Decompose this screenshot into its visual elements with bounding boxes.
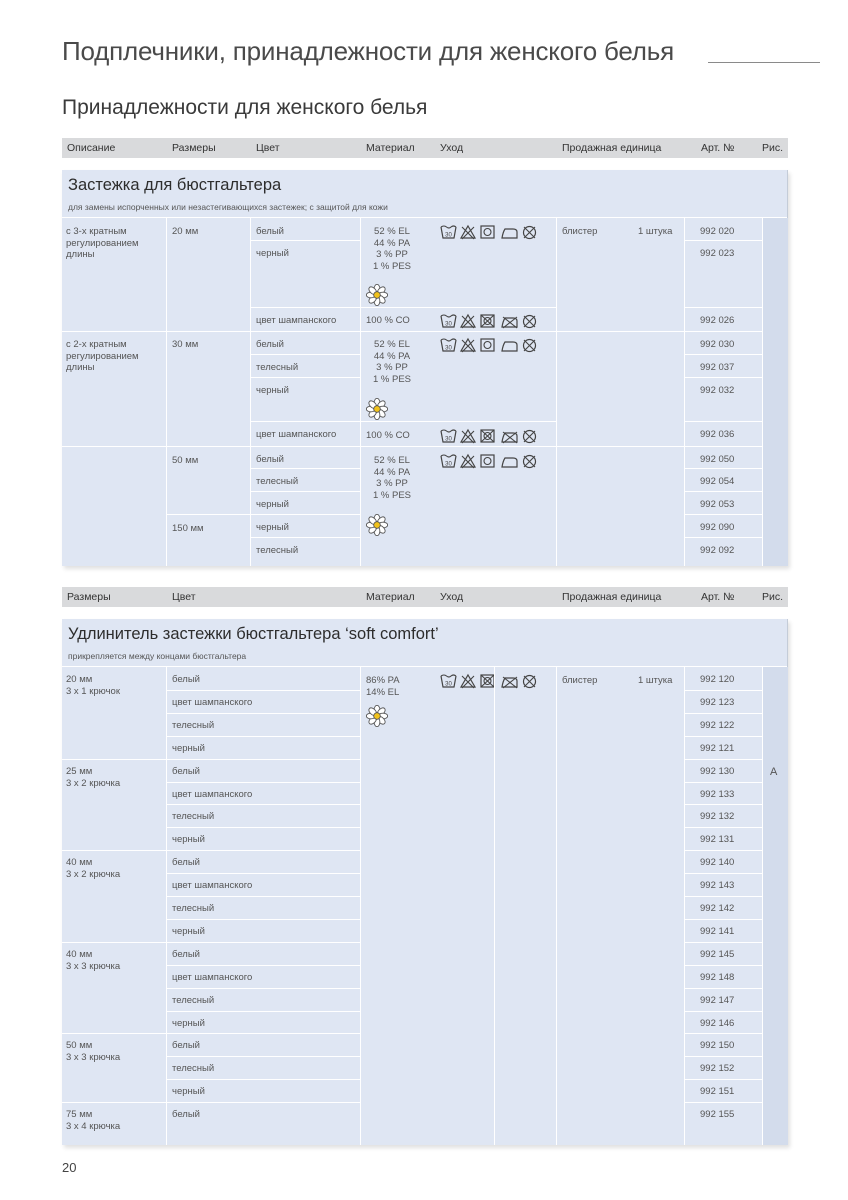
color-cell: телесный — [256, 476, 299, 487]
row-divider — [166, 1033, 360, 1034]
color-cell: белый — [172, 1040, 200, 1051]
color-cell: телесный — [172, 903, 215, 914]
row-divider — [250, 514, 360, 515]
col-care: Уход — [440, 591, 464, 603]
art-number: 992 123 — [700, 697, 735, 708]
row-divider — [684, 1079, 762, 1080]
size-group — [66, 1109, 120, 1132]
size-group — [66, 857, 120, 880]
mat-line: 1 % PES — [372, 489, 412, 501]
color-cell: телесный — [172, 995, 215, 1006]
row-divider — [684, 759, 762, 760]
care-symbols — [440, 453, 540, 469]
desc-line: регулированием — [66, 237, 139, 249]
tumble-dry-icon — [481, 339, 494, 351]
panel-header — [62, 619, 787, 667]
no-dry-clean-icon — [524, 676, 536, 688]
color-cell: телесный — [172, 1063, 215, 1074]
svg-text:30: 30 — [445, 461, 452, 468]
row-divider — [684, 491, 762, 492]
material-blend — [366, 339, 418, 385]
color-cell: белый — [172, 857, 200, 868]
row-divider — [250, 240, 360, 241]
no-iron-icon — [502, 432, 517, 443]
mat-line: 14% EL — [366, 686, 400, 698]
fig-column — [762, 218, 788, 566]
color-cell: белый — [256, 226, 284, 237]
tumble-dry-icon — [481, 455, 494, 467]
row-divider — [166, 988, 360, 989]
column-header-2 — [62, 587, 788, 607]
group-divider — [62, 1102, 166, 1103]
no-tumble-dry-icon — [481, 315, 494, 327]
material-blend — [366, 455, 418, 501]
color-cell: телесный — [256, 545, 299, 556]
no-dry-clean-icon — [524, 340, 536, 352]
svg-text:30: 30 — [445, 232, 452, 239]
art-number: 992 036 — [700, 429, 735, 440]
color-cell: цвет шампанского — [172, 789, 253, 800]
group-divider — [62, 942, 166, 943]
column-header-1 — [62, 138, 788, 158]
row-divider — [166, 713, 360, 714]
fig-label: A — [770, 766, 778, 778]
no-tumble-dry-icon — [481, 430, 494, 442]
desc-line: регулированием — [66, 350, 139, 362]
size-label: 40 мм — [66, 949, 93, 960]
art-number: 992 032 — [700, 385, 735, 396]
row-divider — [684, 1056, 762, 1057]
col-color: Цвет — [172, 591, 196, 603]
svg-text:30: 30 — [445, 321, 452, 328]
hooks-label: 3 x 2 крючка — [66, 868, 121, 880]
row-divider — [166, 850, 360, 851]
care-symbols — [440, 313, 540, 329]
art-number: 992 141 — [700, 926, 735, 937]
row-divider — [166, 736, 360, 737]
art-number: 992 020 — [700, 226, 735, 237]
col-description: Описание — [67, 142, 116, 154]
row-divider — [166, 1056, 360, 1057]
group-divider — [360, 421, 556, 422]
no-bleach-icon — [461, 226, 475, 239]
art-number: 992 092 — [700, 545, 735, 556]
page-title: Подплечники, принадлежности для женского белья — [62, 36, 674, 66]
color-cell: черный — [256, 385, 289, 396]
color-cell: цвет шампанского — [256, 429, 337, 440]
row-divider — [684, 965, 762, 966]
art-number: 992 133 — [700, 789, 735, 800]
row-divider — [166, 896, 360, 897]
row-divider — [684, 354, 762, 355]
art-number: 992 122 — [700, 720, 735, 731]
row-divider — [250, 468, 360, 469]
row-divider — [166, 759, 360, 760]
material-blend — [366, 675, 400, 698]
art-number: 992 131 — [700, 834, 735, 845]
col-art-no: Арт. № — [701, 591, 735, 603]
art-number: 992 143 — [700, 880, 735, 891]
mat-line: 3 % PP — [376, 249, 408, 260]
column-divider — [762, 218, 763, 566]
mat-line: 1 % PES — [372, 260, 412, 272]
color-cell: черный — [256, 522, 289, 533]
mat-line: 44 % PA — [373, 466, 411, 478]
color-cell: черный — [172, 926, 205, 937]
art-number: 992 054 — [700, 476, 735, 487]
col-sales-unit: Продажная единица — [562, 591, 662, 603]
size-label: 20 мм — [66, 674, 93, 685]
row-divider — [684, 1102, 762, 1103]
mat-line: 3 % PP — [376, 362, 408, 373]
material-cotton: 100 % CO — [366, 315, 410, 326]
art-number: 992 145 — [700, 949, 735, 960]
size-cell: 20 мм — [172, 226, 199, 237]
art-number: 992 023 — [700, 248, 735, 259]
art-number: 992 121 — [700, 743, 735, 754]
row-divider — [250, 307, 360, 308]
col-fig: Рис. — [762, 142, 784, 154]
col-sizes: Размеры — [172, 142, 216, 154]
row-divider — [250, 491, 360, 492]
iron-low-icon — [502, 458, 517, 467]
no-dry-clean-icon — [524, 456, 536, 468]
row-divider — [166, 804, 360, 805]
color-cell: цвет шампанского — [172, 880, 253, 891]
art-number: 992 053 — [700, 499, 735, 510]
row-divider — [684, 307, 762, 308]
mat-line: 44 % PA — [373, 237, 411, 249]
color-cell: черный — [172, 834, 205, 845]
page-number: 20 — [62, 1160, 77, 1175]
group-divider — [62, 759, 166, 760]
product-panel-extender — [62, 619, 788, 1145]
row-divider — [166, 1102, 360, 1103]
art-number: 992 142 — [700, 903, 735, 914]
row-divider — [684, 1033, 762, 1034]
wash-30-icon — [441, 315, 456, 328]
art-number: 992 090 — [700, 522, 735, 533]
art-number: 992 147 — [700, 995, 735, 1006]
row-divider — [684, 850, 762, 851]
column-divider — [166, 667, 167, 1145]
art-number: 992 026 — [700, 315, 735, 326]
product-subtitle: для замены испорченных или незастегивающихся застежек; с защитой для кожи — [68, 202, 388, 212]
row-divider — [684, 713, 762, 714]
art-number: 992 150 — [700, 1040, 735, 1051]
size-label: 50 мм — [66, 1040, 93, 1051]
material-blend — [366, 226, 418, 272]
group-divider — [166, 514, 250, 515]
svg-text:30: 30 — [445, 345, 452, 352]
row-divider — [166, 1079, 360, 1080]
svg-text:30: 30 — [445, 681, 452, 688]
col-material: Материал — [366, 142, 415, 154]
care-symbols — [440, 673, 540, 689]
column-divider — [556, 218, 557, 566]
no-dry-clean-icon — [524, 316, 536, 328]
art-number: 992 120 — [700, 674, 735, 685]
art-number: 992 151 — [700, 1086, 735, 1097]
size-group — [66, 1040, 120, 1063]
row-divider — [166, 942, 360, 943]
hooks-label: 3 x 2 крючка — [66, 777, 121, 789]
row-divider — [250, 537, 360, 538]
mat-line: 52 % EL — [374, 339, 410, 350]
desc-line: с 2-х кратным — [66, 339, 127, 350]
row-divider — [250, 354, 360, 355]
wash-30-icon — [441, 430, 456, 443]
sales-quantity: 1 штука — [638, 675, 673, 686]
fig-column — [762, 667, 788, 1145]
description-1 — [66, 226, 139, 261]
row-divider — [684, 988, 762, 989]
row-divider — [166, 965, 360, 966]
col-color: Цвет — [256, 142, 280, 154]
art-number: 992 030 — [700, 339, 735, 350]
row-divider — [684, 782, 762, 783]
art-number: 992 037 — [700, 362, 735, 373]
row-divider — [684, 240, 762, 241]
hooks-label: 3 x 3 крючка — [66, 960, 121, 972]
product-subtitle: прикрепляется между концами бюстгальтера — [68, 651, 247, 661]
care-symbols — [440, 224, 540, 240]
color-cell: черный — [256, 248, 289, 259]
column-divider — [762, 667, 763, 1145]
column-divider — [556, 667, 557, 1145]
row-divider — [684, 468, 762, 469]
row-divider — [684, 421, 762, 422]
iron-low-icon — [502, 342, 517, 351]
col-material: Материал — [366, 591, 415, 603]
row-divider — [684, 1011, 762, 1012]
row-divider — [166, 690, 360, 691]
row-divider — [166, 782, 360, 783]
col-fig: Рис. — [762, 591, 784, 603]
group-divider — [62, 850, 166, 851]
color-cell: черный — [256, 499, 289, 510]
color-cell: белый — [172, 949, 200, 960]
sales-quantity: 1 штука — [638, 226, 673, 237]
desc-line: с 3-х кратным — [66, 226, 127, 237]
panel-header — [62, 170, 787, 218]
art-number: 992 148 — [700, 972, 735, 983]
art-number: 992 132 — [700, 811, 735, 822]
col-sizes: Размеры — [67, 591, 111, 603]
care-symbols — [440, 337, 540, 353]
row-divider — [684, 827, 762, 828]
iron-low-icon — [502, 229, 517, 238]
art-number: 992 152 — [700, 1063, 735, 1074]
column-divider — [684, 667, 685, 1145]
size-label: 40 мм — [66, 857, 93, 868]
title-rule — [708, 62, 820, 63]
no-bleach-icon — [461, 455, 475, 468]
group-divider — [62, 331, 762, 332]
wash-30-icon — [441, 226, 456, 239]
color-cell: белый — [256, 339, 284, 350]
hooks-label: 3 x 4 крючка — [66, 1120, 121, 1132]
column-divider — [360, 667, 361, 1145]
group-divider — [62, 446, 762, 447]
size-group — [66, 674, 120, 697]
group-divider — [62, 1033, 166, 1034]
no-tumble-dry-icon — [481, 675, 494, 687]
sales-unit: блистер — [562, 675, 598, 686]
daisy-icon — [366, 705, 388, 732]
svg-text:30: 30 — [445, 436, 452, 443]
tumble-dry-icon — [481, 226, 494, 238]
product-title: Застежка для бюстгальтера — [68, 176, 282, 194]
color-cell: черный — [172, 743, 205, 754]
color-cell: черный — [172, 1018, 205, 1029]
hooks-label: 3 x 1 крючок — [66, 685, 120, 697]
color-cell: белый — [172, 1109, 200, 1120]
mat-line: 1 % PES — [372, 373, 412, 385]
col-sales-unit: Продажная единица — [562, 142, 662, 154]
row-divider — [684, 942, 762, 943]
sales-unit: блистер — [562, 226, 598, 237]
row-divider — [684, 804, 762, 805]
row-divider — [250, 377, 360, 378]
size-group — [66, 766, 120, 789]
column-divider — [250, 218, 251, 566]
size-group — [66, 949, 120, 972]
description-2 — [66, 339, 139, 374]
no-bleach-icon — [461, 675, 475, 688]
mat-line: 86% PA — [366, 675, 400, 686]
color-cell: белый — [172, 766, 200, 777]
no-iron-icon — [502, 677, 517, 688]
no-bleach-icon — [461, 430, 475, 443]
hooks-label: 3 x 3 крючка — [66, 1051, 121, 1063]
row-divider — [684, 896, 762, 897]
color-cell: цвет шампанского — [172, 972, 253, 983]
material-cotton: 100 % CO — [366, 430, 410, 441]
color-cell: белый — [172, 674, 200, 685]
daisy-icon — [366, 514, 388, 541]
row-divider — [250, 421, 360, 422]
row-divider — [684, 514, 762, 515]
group-divider — [360, 307, 556, 308]
mat-line: 52 % EL — [374, 226, 410, 237]
row-divider — [166, 919, 360, 920]
column-divider — [360, 218, 361, 566]
product-panel-bra-fastener — [62, 170, 788, 566]
mat-line: 52 % EL — [374, 455, 410, 466]
column-divider — [684, 218, 685, 566]
care-symbols — [440, 428, 540, 444]
size-cell: 150 мм — [172, 523, 204, 534]
no-bleach-icon — [461, 315, 475, 328]
color-cell: черный — [172, 1086, 205, 1097]
row-divider — [684, 537, 762, 538]
color-cell: цвет шампанского — [256, 315, 337, 326]
art-number: 992 130 — [700, 766, 735, 777]
col-care: Уход — [440, 142, 464, 154]
wash-30-icon — [441, 339, 456, 352]
row-divider — [684, 919, 762, 920]
wash-30-icon — [441, 455, 456, 468]
no-bleach-icon — [461, 339, 475, 352]
mat-line: 44 % PA — [373, 350, 411, 362]
size-label: 75 мм — [66, 1109, 93, 1120]
color-cell: белый — [256, 454, 284, 465]
art-number: 992 155 — [700, 1109, 735, 1120]
no-iron-icon — [502, 317, 517, 328]
row-divider — [684, 873, 762, 874]
row-divider — [166, 1011, 360, 1012]
color-cell: телесный — [172, 720, 215, 731]
no-dry-clean-icon — [524, 431, 536, 443]
col-art-no: Арт. № — [701, 142, 735, 154]
row-divider — [166, 827, 360, 828]
row-divider — [684, 377, 762, 378]
art-number: 992 050 — [700, 454, 735, 465]
art-number: 992 146 — [700, 1018, 735, 1029]
row-divider — [684, 736, 762, 737]
section-title: Принадлежности для женского белья — [62, 96, 428, 119]
desc-line: длины — [66, 362, 95, 373]
wash-30-icon — [441, 675, 456, 688]
mat-line: 3 % PP — [376, 478, 408, 489]
color-cell: цвет шампанского — [172, 697, 253, 708]
size-label: 25 мм — [66, 766, 93, 777]
art-number: 992 140 — [700, 857, 735, 868]
column-divider — [166, 218, 167, 566]
size-cell: 50 мм — [172, 455, 199, 466]
desc-line: длины — [66, 249, 95, 260]
row-divider — [166, 873, 360, 874]
color-cell: телесный — [256, 362, 299, 373]
color-cell: телесный — [172, 811, 215, 822]
column-divider — [494, 667, 495, 1145]
row-divider — [684, 690, 762, 691]
product-title: Удлинитель застежки бюстгальтера ‘soft comfort’ — [68, 625, 439, 643]
size-cell: 30 мм — [172, 339, 199, 350]
no-dry-clean-icon — [524, 227, 536, 239]
